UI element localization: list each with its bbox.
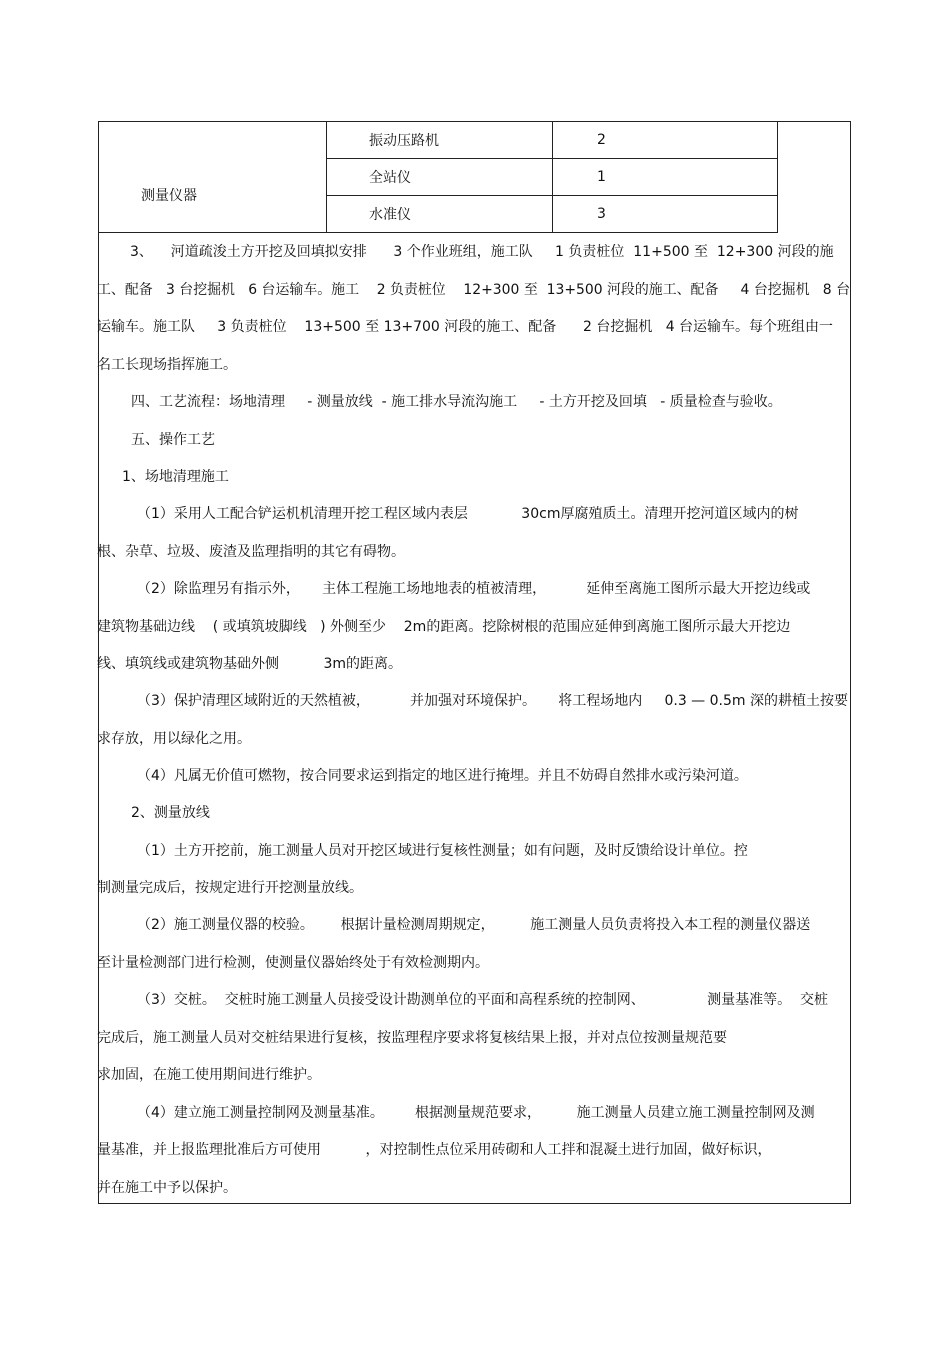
body-text-line: 求加固，在施工使用期间进行维护。: [97, 1067, 321, 1083]
section-heading: 五、操作工艺: [131, 432, 215, 448]
body-text-line: 根、杂草、垃圾、废渣及监理指明的其它有碍物。: [97, 544, 405, 560]
body-text-line: （2）除监理另有指示外， 主体工程施工场地地表的植被清理， 延伸至离施工图所示最大开挖边线或: [137, 581, 811, 597]
body-text-line: （4）凡属无价值可燃物，按合同要求运到指定的地区进行掩埋。并且不妨碍自然排水或污染河道。: [137, 768, 748, 784]
table-cell-name: 全站仪: [327, 159, 553, 196]
body-text-line: （3）交桩。 交桩时施工测量人员接受设计勘测单位的平面和高程系统的控制网、 测量基准等。 交桩: [137, 992, 829, 1008]
body-text-line: 求存放，用以绿化之用。: [97, 731, 251, 747]
table-cell-qty: 2: [553, 122, 778, 159]
table-cell-qty: 1: [553, 159, 778, 196]
body-text-line: 四、工艺流程：场地清理 - 测量放线 - 施工排水导流沟施工 - 土方开挖及回填 - 质量检查与验收。: [131, 394, 782, 410]
body-text-line: 运输车。施工队 3 负责桩位 13+500 至 13+700 河段的施工、配备 2 台挖掘机 4 台运输车。每个班组由一: [97, 319, 834, 335]
body-text-line: 制测量完成后，按规定进行开挖测量放线。: [97, 880, 363, 896]
body-text-line: （4）建立施工测量控制网及测量基准。 根据测量规范要求， 施工测量人员建立施工测量控制网及测: [137, 1105, 815, 1121]
body-text-line: （1）采用人工配合铲运机机清理开挖工程区域内表层 30cm厚腐殖质土。清理开挖河道区域内的树: [137, 506, 799, 522]
subsection-heading: 2、测量放线: [131, 805, 210, 821]
table-cell-name: 振动压路机: [327, 122, 553, 159]
equipment-table: [98, 121, 778, 233]
body-text-line: 名工长现场指挥施工。: [97, 357, 237, 373]
body-text-line: 线、填筑线或建筑物基础外侧 3m的距离。: [97, 656, 403, 672]
body-text-line: 并在施工中予以保护。: [97, 1180, 237, 1196]
body-text-line: 3、 河道疏浚土方开挖及回填拟安排 3 个作业班组，施工队 1 负责桩位 11+500 至 12+300 河段的施: [130, 244, 834, 260]
table-cell-category: [99, 122, 327, 159]
body-text-line: 完成后，施工测量人员对交桩结果进行复核，按监理程序要求将复核结果上报，并对点位按测量规范要: [97, 1030, 727, 1046]
body-text-line: （2）施工测量仪器的校验。 根据计量检测周期规定， 施工测量人员负责将投入本工程的测量仪器送: [137, 917, 811, 933]
body-text-line: 至计量检测部门进行检测，使测量仪器始终处于有效检测期内。: [97, 955, 489, 971]
table-row: [99, 159, 778, 196]
table-cell-name: 水准仪: [327, 196, 553, 233]
body-text-line: 工、配备 3 台挖掘机 6 台运输车。施工 2 负责桩位 12+300 至 13+500 河段的施工、配备 4 台挖掘机 8 台: [97, 282, 851, 298]
table-cell-qty: 3: [553, 196, 778, 233]
body-text-line: 量基准，并上报监理批准后方可使用 ，对控制性点位采用砖砌和人工拌和混凝土进行加固，做好标识，: [97, 1142, 772, 1158]
table-cell-category: 测量仪器: [99, 159, 327, 233]
body-text-line: （1）土方开挖前，施工测量人员对开挖区域进行复核性测量；如有问题，及时反馈给设计单位。控: [137, 843, 748, 859]
subsection-heading: 1、场地清理施工: [122, 469, 229, 485]
table-row: [99, 122, 778, 159]
body-text-line: （3）保护清理区域附近的天然植被， 并加强对环境保护。 将工程场地内 0.3 — 0.5m 深的耕植土按要: [137, 693, 848, 709]
body-text-line: 建筑物基础边线 ( 或填筑坡脚线 ) 外侧至少 2m的距离。挖除树根的范围应延伸到离施工图所示最大开挖边: [97, 619, 791, 635]
